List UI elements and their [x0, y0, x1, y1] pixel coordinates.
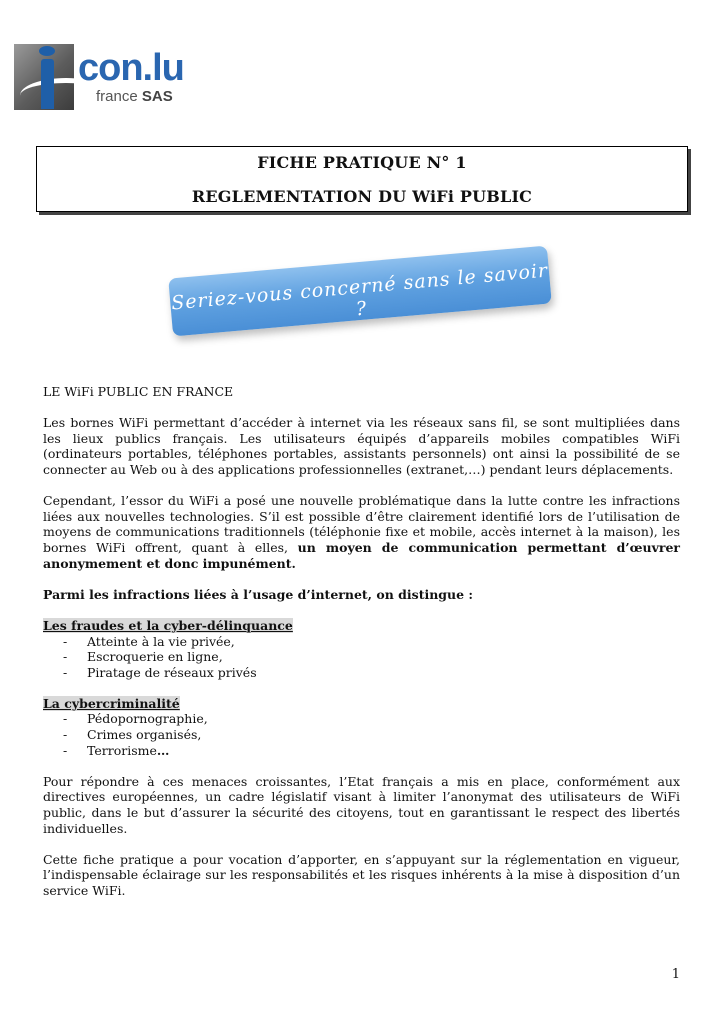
paragraph-intro: Les bornes WiFi permettant d’accéder à internet via les réseaux sans fil, se sont multipliées dans les lieux publics français. Les utilisateurs équipés d’appareils mobiles compatibles WiFi (ordinateurs portables, téléphones portables, assistants personnels) ont ainsi la possibilité de se connecter au Web ou à des applications professionnelles (extranet,…) pendant leurs déplacements.	[43, 415, 680, 477]
list-item	[43, 743, 680, 759]
paragraph-purpose: Cette fiche pratique a pour vocation d’apporter, en s’appuyant sur la réglementation en vigueur, l’indispensable éclairage sur les responsabilités et les risques inhérents à la mise à disposition d’un service WiFi.	[43, 851, 680, 898]
list-item: - Crimes organisés,	[43, 727, 680, 743]
group-heading-cybercrime-text: La cybercriminalité	[43, 695, 180, 711]
logo-text: con.lu	[78, 47, 184, 89]
logo-sub-b: SAS	[141, 88, 173, 105]
paragraph-problem-emphasis: un moyen de communication permettant d’œuvrer anonymement et donc impunément.	[43, 539, 680, 571]
paragraph-legal-framework: Pour répondre à ces menaces croissantes, l’Etat français a mis en place, conformément aux directives européennes, un cadre législatif visant à limiter l’anonymat des utilisateurs de WiFi public, dans le but d’assurer la sécurité des citoyens, tout en garantissant le respect des libertés individuelles.	[43, 773, 680, 836]
list-item-ellipsis: …	[156, 742, 170, 758]
fraud-list	[43, 634, 680, 681]
paragraph-infractions-intro	[43, 587, 680, 603]
list-item: - Escroquerie en ligne,	[43, 649, 680, 665]
logo-i-icon	[41, 59, 54, 109]
infractions-intro-text: Parmi les infractions liées à l’usage d’internet, on distingue :	[43, 586, 474, 602]
cybercrime-list	[43, 711, 680, 758]
paragraph-problem-text: Cependant, l’essor du WiFi a posé une nouvelle problématique dans la lutte contre les infractions liées aux nouvelles technologies. S’il est possible d’être clairement identifié lors de l’utilisation de moyens de communications traditionnels (téléphonie fixe et mobile, accès internet à la maison), les bornes WiFi offrent, quant à elles,	[43, 493, 680, 555]
title-box	[36, 146, 688, 212]
list-item-text: Terrorisme	[87, 742, 157, 758]
list-item: - Piratage de réseaux privés	[43, 665, 680, 681]
title-line-1: FICHE PRATIQUE N° 1	[257, 153, 467, 172]
logo-sub-a: france	[96, 88, 138, 105]
group-heading-cybercrime	[43, 696, 680, 712]
company-logo	[14, 44, 184, 112]
list-item: - Atteinte à la vie privée,	[43, 634, 680, 650]
callout-text: Seriez-vous concerné sans le savoir ?	[170, 259, 549, 321]
group-heading-fraud-text: Les fraudes et la cyber-délinquance	[43, 617, 293, 633]
page-number: 1	[671, 967, 680, 982]
logo-subtext	[96, 88, 173, 106]
paragraph-problem	[43, 493, 680, 571]
group-heading-fraud	[43, 618, 680, 634]
section-heading: LE WiFi PUBLIC EN FRANCE	[43, 384, 234, 399]
logo-i-dot-icon	[39, 46, 55, 56]
list-item: - Pédopornographie,	[43, 711, 680, 727]
callout-banner	[168, 246, 552, 337]
document-body	[43, 384, 680, 914]
title-line-2: REGLEMENTATION DU WiFi PUBLIC	[191, 187, 533, 206]
